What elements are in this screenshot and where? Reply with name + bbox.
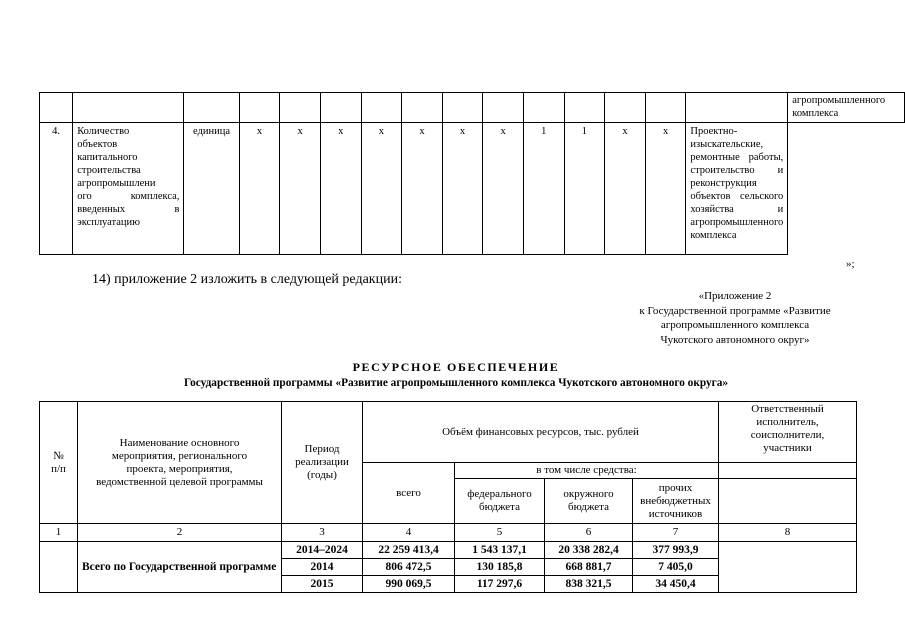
title-line-1: РЕСУРСНОЕ ОБЕСПЕЧЕНИЕ xyxy=(352,360,560,374)
column-number: 4 xyxy=(363,524,455,542)
table-row-continuation xyxy=(40,93,905,123)
appendix-line: Чукотского автономного округ» xyxy=(660,333,810,346)
table-cell xyxy=(564,93,605,123)
header-including: в том числе средства: xyxy=(455,463,719,479)
total-label: Всего по Государственной программе xyxy=(78,542,282,593)
row-number: 4. xyxy=(40,123,73,255)
column-number: 3 xyxy=(282,524,363,542)
header-name: Наименование основного мероприятия, регионального проекта, мероприятия, ведомственной целевой программы xyxy=(78,402,282,524)
column-number: 7 xyxy=(633,524,719,542)
table-row xyxy=(40,542,857,559)
federal-cell: 130 185,8 xyxy=(455,559,545,576)
column-number: 6 xyxy=(545,524,633,542)
header-total: всего xyxy=(363,463,455,524)
activity-line: строительство и xyxy=(690,165,784,176)
value-cell: х xyxy=(361,123,402,255)
title-line-2: Государственной программы «Развитие агропромышленного комплекса Чукотского автономного округа» xyxy=(183,377,729,389)
indicator-name xyxy=(73,123,184,255)
activity-line: ремонтные работы, xyxy=(690,152,784,163)
activity-line: объектов сельского xyxy=(690,191,784,202)
value-cell: х xyxy=(483,123,524,255)
table-cell xyxy=(40,93,73,123)
indicators-table xyxy=(39,92,905,255)
federal-cell: 117 297,6 xyxy=(455,576,545,593)
indicator-name-line: строительства xyxy=(77,165,141,176)
header-num: № п/п xyxy=(40,402,78,524)
period-cell: 2014–2024 xyxy=(282,542,363,559)
value-cell: 1 xyxy=(564,123,605,255)
table-cell xyxy=(40,542,78,593)
indicator-name-line: ого комплекса, xyxy=(77,191,180,202)
column-number: 8 xyxy=(719,524,857,542)
value-cell: х xyxy=(645,123,686,255)
table-cell xyxy=(280,93,321,123)
value-cell: х xyxy=(402,123,443,255)
column-number: 1 xyxy=(40,524,78,542)
column-numbers-row xyxy=(40,524,857,542)
table-cell xyxy=(320,93,361,123)
closing-quote-mark: »; xyxy=(846,258,855,270)
indicator-name-line: объектов xyxy=(77,139,118,150)
table-cell xyxy=(645,93,686,123)
activity-line: хозяйства и xyxy=(690,204,784,215)
header-extra: прочих внебюджетных источников xyxy=(633,479,719,524)
table-cell xyxy=(402,93,443,123)
header-responsible: Ответственный исполнитель, соисполнители, участники xyxy=(719,402,857,463)
header-period: Период реализации (годы) xyxy=(282,402,363,524)
resource-table xyxy=(39,401,857,593)
table-cell xyxy=(361,93,402,123)
district-cell: 838 321,5 xyxy=(545,576,633,593)
header-volume: Объём финансовых ресурсов, тыс. рублей xyxy=(363,402,719,463)
indicator-name-line: введенных в xyxy=(77,204,180,215)
header-row-1 xyxy=(40,402,857,463)
period-cell: 2015 xyxy=(282,576,363,593)
table-row-4 xyxy=(40,123,905,255)
activity-line: Проектно- xyxy=(690,126,738,137)
indicator-name-line: эксплуатацию xyxy=(77,217,141,228)
document-title xyxy=(39,360,873,391)
value-cell: х xyxy=(239,123,280,255)
table-cell xyxy=(73,93,184,123)
activity-line: агропромышленного xyxy=(690,217,784,228)
header-district: окружного бюджета xyxy=(545,479,633,524)
federal-cell: 1 543 137,1 xyxy=(455,542,545,559)
value-cell: х xyxy=(320,123,361,255)
period-cell: 2014 xyxy=(282,559,363,576)
appendix-caption xyxy=(600,289,870,347)
table-cell xyxy=(686,93,788,123)
amendment-paragraph: 14) приложение 2 изложить в следующей редакции: xyxy=(92,272,402,287)
table-cell xyxy=(605,93,646,123)
table-cell xyxy=(239,93,280,123)
indicator-name-line: агропромышлени xyxy=(77,178,156,189)
table-cell xyxy=(523,93,564,123)
responsible-cell xyxy=(719,542,857,593)
extra-cell: 34 450,4 xyxy=(633,576,719,593)
total-cell: 22 259 413,4 xyxy=(363,542,455,559)
total-cell: 806 472,5 xyxy=(363,559,455,576)
activity-line: комплекса xyxy=(690,230,737,241)
column-number: 2 xyxy=(78,524,282,542)
extra-cell: 7 405,0 xyxy=(633,559,719,576)
appendix-line: «Приложение 2 xyxy=(698,290,772,302)
header-federal: федерального бюджета xyxy=(455,479,545,524)
value-cell: х xyxy=(280,123,321,255)
total-cell: 990 069,5 xyxy=(363,576,455,593)
appendix-line: агропромышленного комплекса xyxy=(660,319,810,331)
district-cell: 668 881,7 xyxy=(545,559,633,576)
value-cell: 1 xyxy=(523,123,564,255)
activity-cell-continued: агропромышленного комплекса xyxy=(788,93,905,123)
activity-line: реконструкция xyxy=(690,178,757,189)
table-cell xyxy=(442,93,483,123)
value-cell: х xyxy=(442,123,483,255)
table-cell xyxy=(184,93,239,123)
column-number: 5 xyxy=(455,524,545,542)
district-cell: 20 338 282,4 xyxy=(545,542,633,559)
unit-cell: единица xyxy=(184,123,239,255)
activity-line: изыскательские, xyxy=(690,139,764,150)
indicator-name-line: капитального xyxy=(77,152,138,163)
extra-cell: 377 993,9 xyxy=(633,542,719,559)
table-cell xyxy=(719,463,857,479)
activity-cell xyxy=(686,123,788,255)
value-cell: х xyxy=(605,123,646,255)
table-cell xyxy=(719,479,857,524)
appendix-line: к Государственной программе «Развитие xyxy=(639,304,831,317)
table-cell xyxy=(483,93,524,123)
indicator-name-line: Количество xyxy=(77,126,130,137)
